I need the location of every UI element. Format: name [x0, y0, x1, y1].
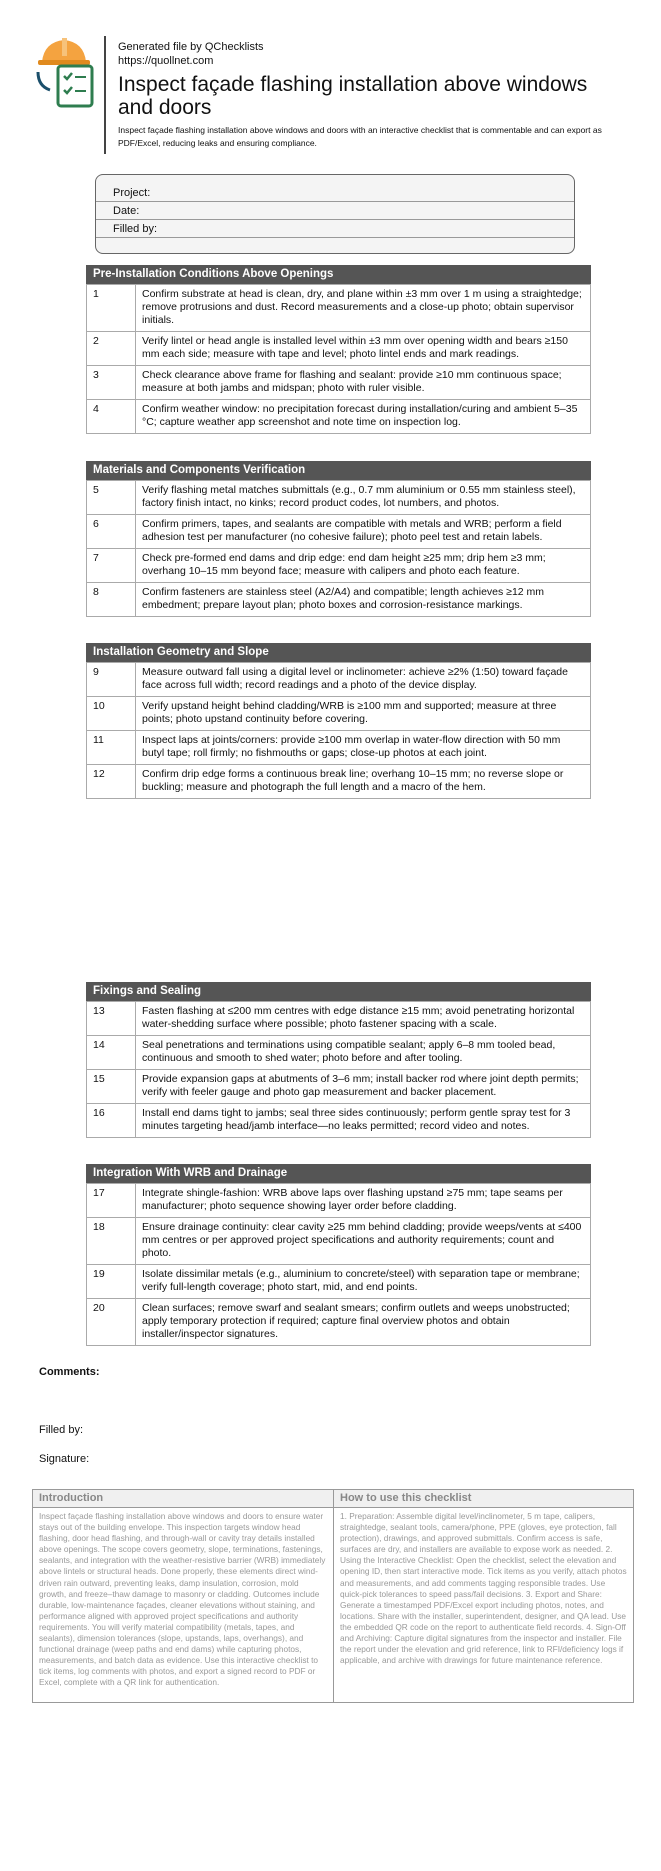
item-number: 11: [87, 731, 136, 765]
item-number: 17: [87, 1184, 136, 1218]
filled-by-field[interactable]: [96, 219, 574, 238]
how-to-panel: [334, 1490, 633, 1702]
section-title: Pre-Installation Conditions Above Openings: [86, 265, 591, 284]
introduction-title: Introduction: [33, 1490, 333, 1508]
item-number: 13: [87, 1002, 136, 1036]
filled-by-footer-label: Filled by:: [39, 1424, 84, 1436]
item-text: Install end dams tight to jambs; seal three sides continuously; perform gentle spray test for 3 minutes targeting head/jamb interface—no leaks permitted; record video and notes.: [136, 1104, 591, 1138]
how-to-text: 1. Preparation: Assemble digital level/inclinometer, 5 m tape, calipers, straightedge, sealant tools, camera/phone, PPE (gloves, eye protection, fall protection), drawings, and approved submittals. Confirm access is safe, surfaces are dry, and installers are available to expose work as needed. 2. Using the Interactive Checklist: Open the checklist, select the elevation and opening ID, then start interactive mode. Tick items as you verify, attach photos and measurements, and add comments tagging responsible trades. Use quick-pick tolerances to speed pass/fail decisions. 3. Export and Share: Generate a timestamped PDF/Excel export including photos, notes, and locations. Share with the installer, superintendent, designer, and QA lead. Use the embedded QR code on the report to authenticate field records. 4. Sign-Off and Archiving: Capture digital signatures from the inspector and installer. File the report under the elevation and grid reference, link to RFI/deficiency logs if applicable, and archive with drawings for future maintenance reference.: [340, 1511, 627, 1666]
date-field[interactable]: [96, 201, 574, 220]
item-text: Inspect laps at joints/corners: provide ≥100 mm overlap in water-flow direction with 50 mm butyl tape; roll firmly; no fishmouths or gaps; close-up photos at each joint.: [136, 731, 591, 765]
header-divider: [104, 36, 106, 154]
item-number: 16: [87, 1104, 136, 1138]
checklist-item[interactable]: [87, 1299, 591, 1346]
checklist-item[interactable]: [87, 697, 591, 731]
item-text: Check clearance above frame for flashing and sealant: provide ≥10 mm continuous space; measure at both jambs and midspan; photo with ruler visible.: [136, 366, 591, 400]
item-text: Verify lintel or head angle is installed level within ±3 mm over opening width and bears ≥150 mm each side; measure with tape and level; photo lintel ends and mark readings.: [136, 332, 591, 366]
item-number: 10: [87, 697, 136, 731]
checklist-item[interactable]: [87, 285, 591, 332]
item-number: 6: [87, 515, 136, 549]
checklist-item[interactable]: [87, 663, 591, 697]
checklist-item[interactable]: [87, 332, 591, 366]
generated-by-text: Generated file by QChecklists: [118, 41, 264, 53]
item-text: Confirm primers, tapes, and sealants are compatible with metals and WRB; perform a field adhesion test per manufacturer (no cohesive failure); photo peel test and retain labels.: [136, 515, 591, 549]
item-number: 20: [87, 1299, 136, 1346]
section-title: Installation Geometry and Slope: [86, 643, 591, 662]
item-number: 5: [87, 481, 136, 515]
item-number: 1: [87, 285, 136, 332]
item-text: Check pre-formed end dams and drip edge: end dam height ≥25 mm; drip hem ≥3 mm; overhang 10–15 mm beyond face; measure with calipers and photo each feature.: [136, 549, 591, 583]
item-text: Confirm fasteners are stainless steel (A2/A4) and compatible; length achieves ≥12 mm embedment; prepare layout plan; photo boxes and corrosion-resistance markings.: [136, 583, 591, 617]
section-pre-installation: [86, 265, 591, 434]
checklist-item[interactable]: [87, 1104, 591, 1138]
checklist-item[interactable]: [87, 1002, 591, 1036]
item-text: Integrate shingle-fashion: WRB above laps over flashing upstand ≥75 mm; tape seams per manufacturer; photo sequence showing layer order before cladding.: [136, 1184, 591, 1218]
qchecklists-logo-icon: [34, 36, 100, 108]
item-text: Ensure drainage continuity: clear cavity ≥25 mm behind cladding; provide weeps/vents at ≤400 mm centres or per approved project specifications and authority requirements; count and photo.: [136, 1218, 591, 1265]
item-text: Confirm drip edge forms a continuous break line; overhang 10–15 mm; no reverse slope or buckling; measure and photograph the full length and a macro of the hem.: [136, 765, 591, 799]
how-to-title: How to use this checklist: [334, 1490, 633, 1508]
checklist-item[interactable]: [87, 583, 591, 617]
item-text: Verify upstand height behind cladding/WRB is ≥100 mm and supported; measure at three points; photo upstand continuity before covering.: [136, 697, 591, 731]
date-label: Date:: [113, 205, 140, 217]
section-title: Integration With WRB and Drainage: [86, 1164, 591, 1183]
section-wrb-drainage: [86, 1164, 591, 1346]
item-number: 7: [87, 549, 136, 583]
item-text: Confirm weather window: no precipitation forecast during installation/curing and ambient 5–35 °C; capture weather app screenshot and note time on inspection log.: [136, 400, 591, 434]
checklist-item[interactable]: [87, 1070, 591, 1104]
item-number: 9: [87, 663, 136, 697]
checklist-item[interactable]: [87, 515, 591, 549]
checklist-item[interactable]: [87, 400, 591, 434]
comments-label: Comments:: [39, 1366, 100, 1378]
project-label: Project:: [113, 187, 151, 199]
info-box: [32, 1489, 634, 1703]
item-text: Seal penetrations and terminations using compatible sealant; apply 6–8 mm tooled bead, continuous and smooth to shed water; photo before and after tooling.: [136, 1036, 591, 1070]
checklist-item[interactable]: [87, 731, 591, 765]
item-number: 12: [87, 765, 136, 799]
item-number: 8: [87, 583, 136, 617]
section-geometry: [86, 643, 591, 799]
checklist-item[interactable]: [87, 366, 591, 400]
item-text: Fasten flashing at ≤200 mm centres with edge distance ≥15 mm; avoid penetrating horizontal water-shedding surface where possible; photo fastener spacing with a scale.: [136, 1002, 591, 1036]
item-text: Verify flashing metal matches submittals (e.g., 0.7 mm aluminium or 0.55 mm stainless steel), factory finish intact, no kinks; record product codes, lot numbers, and photos.: [136, 481, 591, 515]
item-number: 3: [87, 366, 136, 400]
page-description: Inspect façade flashing installation above windows and doors with an interactive checklist that is commentable and can export as PDF/Excel, reducing leaks and ensuring compliance.: [118, 125, 602, 148]
item-text: Clean surfaces; remove swarf and sealant smears; confirm outlets and weeps unobstructed; apply temporary protection if required; capture final overview photos and obtain installer/inspector signatures.: [136, 1299, 591, 1346]
checklist-item[interactable]: [87, 549, 591, 583]
item-number: 15: [87, 1070, 136, 1104]
item-number: 4: [87, 400, 136, 434]
introduction-text: Inspect façade flashing installation above windows and doors to ensure water stays out of the building envelope. This inspection targets window head flashing, door head flashing, and through-wall or cavity tray details installed above openings. The scope covers geometry, slope, terminations, fastenings, sealants, and integration with the weather-resistive barrier (WRB) immediately above lintels or structural heads. Done properly, these elements direct wind-driven rain outward, preventing leaks, damp insulation, corrosion, mold growth, and freeze–thaw damage to masonry or cladding. Outcomes include durable, low-maintenance façades, cleaner elevations without staining, and performance aligned with approved project specifications and authority requirements. You will verify material compatibility (metals, tapes, and sealants), dimension tolerances (slope, upstands, laps, overhangs), and functional drainage (weep paths and end dams) while capturing photos, measurements, and batch data as evidence. Use this interactive checklist to tick items, log comments with photos, and export a signed record to PDF or Excel, complete with a QR link for authentication.: [39, 1511, 326, 1688]
section-materials: [86, 461, 591, 617]
checklist-item[interactable]: [87, 481, 591, 515]
item-number: 18: [87, 1218, 136, 1265]
item-number: 2: [87, 332, 136, 366]
introduction-panel: [33, 1490, 334, 1702]
section-title: Materials and Components Verification: [86, 461, 591, 480]
checklist-item[interactable]: [87, 1218, 591, 1265]
item-text: Isolate dissimilar metals (e.g., aluminium to concrete/steel) with separation tape or membrane; verify full-length coverage; photo start, mid, and end points.: [136, 1265, 591, 1299]
item-number: 14: [87, 1036, 136, 1070]
checklist-item[interactable]: [87, 1184, 591, 1218]
signature-label: Signature:: [39, 1453, 90, 1465]
checklist-item[interactable]: [87, 765, 591, 799]
project-info-box: [95, 174, 575, 254]
checklist-item[interactable]: [87, 1265, 591, 1299]
project-field[interactable]: [96, 183, 574, 202]
source-url[interactable]: https://quollnet.com: [118, 55, 214, 67]
item-text: Provide expansion gaps at abutments of 3–6 mm; install backer rod where joint depth permits; verify with feeler gauge and photo gap measurement and backer placement.: [136, 1070, 591, 1104]
section-fixings: [86, 982, 591, 1138]
item-text: Measure outward fall using a digital level or inclinometer: achieve ≥2% (1:50) toward façade face across full width; record readings and a photo of the device display.: [136, 663, 591, 697]
checklist-item[interactable]: [87, 1036, 591, 1070]
item-text: Confirm substrate at head is clean, dry, and plane within ±3 mm over 1 m using a straightedge; remove protrusions and dust. Record measurements and a close-up photo; obtain supervisor initials.: [136, 285, 591, 332]
section-title: Fixings and Sealing: [86, 982, 591, 1001]
filled-by-label: Filled by:: [113, 223, 158, 235]
page-title: Inspect façade flashing installation above windows and doors: [118, 73, 588, 119]
item-number: 19: [87, 1265, 136, 1299]
